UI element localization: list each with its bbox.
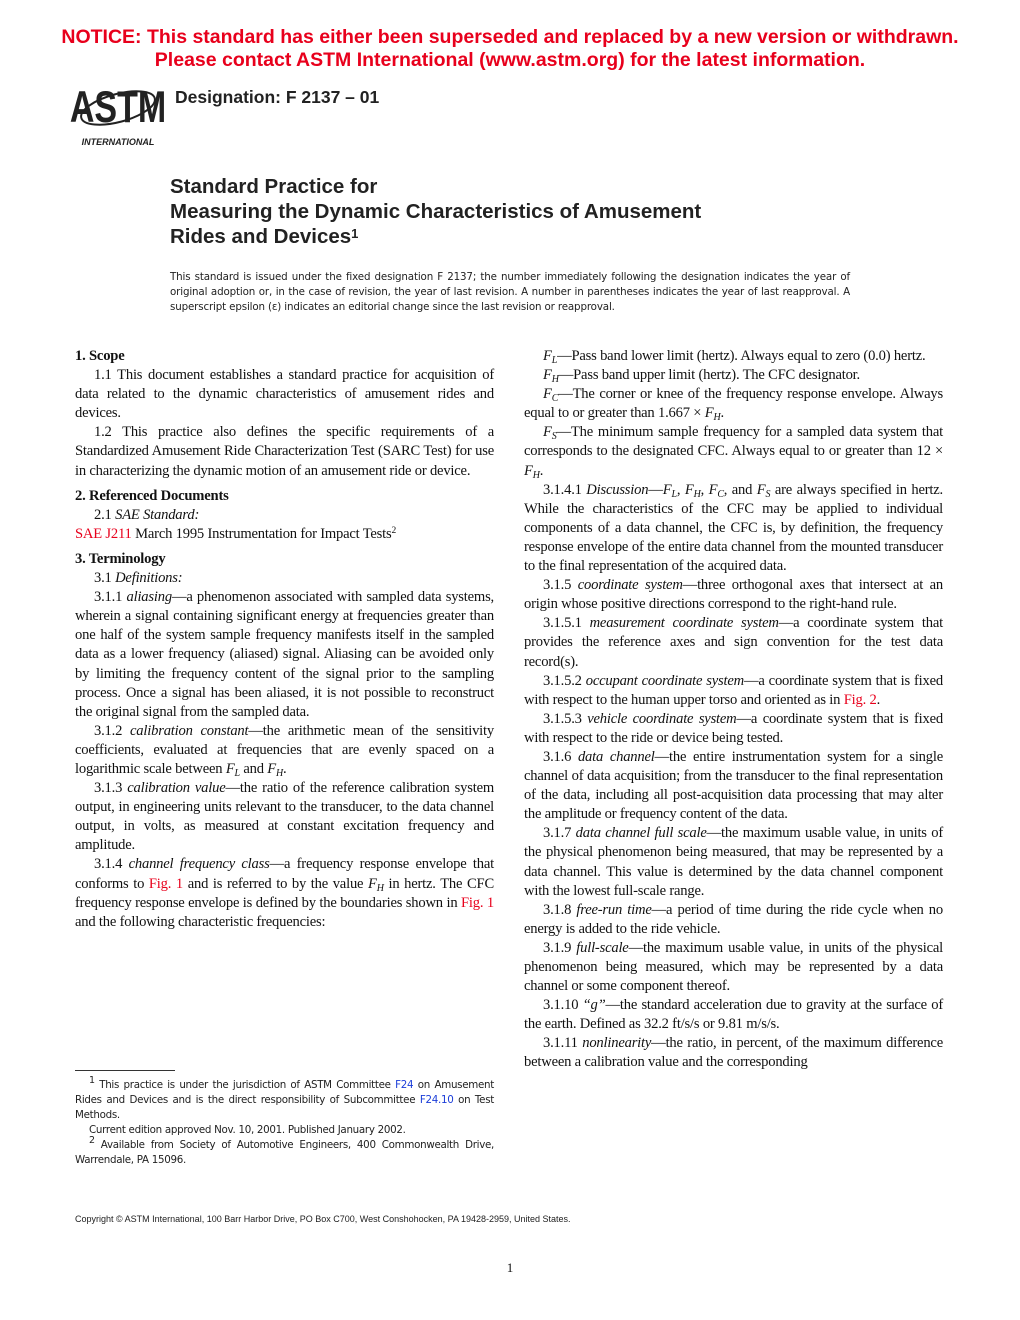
subscript: L	[671, 488, 677, 500]
frequency-symbol	[685, 482, 701, 498]
text: F	[225, 760, 235, 777]
section-heading	[75, 347, 494, 366]
text: F	[543, 424, 552, 441]
section-heading	[75, 487, 494, 506]
text	[543, 825, 576, 841]
term	[129, 856, 270, 872]
paragraph	[524, 423, 943, 480]
text: —Pass band upper limit (hertz). The CFC designator.	[558, 367, 860, 384]
text: channel frequency class	[128, 856, 270, 873]
paragraph	[75, 506, 494, 525]
text	[648, 482, 662, 498]
text: measurement coordinate system	[589, 615, 779, 632]
text: calibration constant	[130, 722, 249, 739]
text	[724, 482, 757, 498]
text: .	[283, 760, 287, 777]
frequency-symbol	[368, 876, 384, 892]
text	[75, 914, 325, 930]
paragraph	[75, 366, 494, 423]
text: 3.1.8	[543, 901, 577, 918]
title-text: Rides and Devices	[170, 225, 352, 248]
text: F	[543, 348, 552, 364]
right-column	[524, 347, 943, 1073]
frequency-symbol	[543, 348, 557, 364]
designation: Designation: F 2137 – 01	[175, 87, 380, 107]
term	[583, 997, 606, 1013]
text: 3.1.5.2	[543, 672, 586, 689]
text	[557, 348, 925, 364]
subscript: H	[551, 374, 559, 386]
frequency-symbol	[543, 367, 559, 386]
figure-link[interactable]	[844, 692, 877, 708]
text: aliasing	[126, 589, 172, 606]
text: March 1995 Instrumentation for Impact Tests	[131, 525, 392, 542]
text	[132, 526, 392, 542]
frequency-symbol	[226, 761, 240, 777]
text	[94, 507, 115, 523]
text: 3. Terminology	[75, 550, 166, 567]
frequency-symbol	[267, 761, 283, 777]
text: and the following characteristic frequencies:	[75, 913, 326, 930]
text: —the entire instrumentation system for a single channel of data acquisition; from the transducer to the final representation of the data, including all post-acquisition data processing that may alter the amplitude or frequency content of the data.	[524, 748, 944, 823]
footnotes	[75, 1075, 495, 1168]
frequency-symbol	[709, 482, 724, 498]
text: 3.1.9	[543, 939, 577, 956]
subscript: H	[713, 412, 721, 424]
footnote-2	[75, 1135, 494, 1168]
svg-text:ASTM: ASTM	[69, 82, 167, 133]
text: 2.1	[94, 506, 116, 523]
term	[586, 673, 744, 689]
text: occupant coordinate system	[585, 672, 745, 689]
text: calibration value	[127, 780, 226, 797]
text: SAE Standard:	[115, 506, 200, 523]
term	[576, 825, 707, 841]
text: F	[368, 875, 377, 892]
edition-note: Current edition approved Nov. 10, 2001. Published January 2002.	[89, 1124, 406, 1136]
subscript: C	[551, 393, 559, 405]
paragraph	[524, 748, 943, 824]
paragraph	[524, 576, 943, 614]
paragraph	[75, 779, 494, 855]
text: vehicle coordinate system	[587, 710, 737, 727]
footnote-text: on Test Methods.	[75, 1094, 494, 1121]
text: F	[662, 481, 672, 498]
frequency-symbol	[757, 482, 771, 498]
text	[543, 482, 586, 498]
text: —the maximum usable value, in units of the physical phenomenon being measured, that may be represented by a data channel. This value is determined by the data channel component with the lowest full-scale range.	[524, 825, 943, 899]
text: F	[543, 386, 552, 403]
page-number: 1	[506, 1260, 514, 1275]
text	[543, 1035, 582, 1051]
text	[543, 577, 578, 593]
footnote-text: Available from Society of Automotive Engineers, 400 Commonwealth Drive, Warrendale, PA 15096.	[75, 1139, 494, 1166]
term	[115, 507, 199, 523]
footnote-text: on Amusement Rides and Devices and is the direct responsibility of Subcommittee	[75, 1079, 495, 1106]
text	[543, 673, 586, 689]
paragraph	[524, 614, 943, 671]
text: F	[524, 462, 533, 479]
svg-text:INTERNATIONAL: INTERNATIONAL	[81, 137, 155, 147]
text: Discussion	[586, 481, 649, 498]
text: 1.1 This document establishes a standard practice for acquisition of data related to the dynamic characteristics of amusement rides and devices.	[75, 367, 494, 422]
text: .	[539, 462, 544, 479]
text: ,	[676, 481, 685, 498]
text: F	[704, 405, 714, 422]
footnote-1	[75, 1075, 495, 1123]
text	[75, 424, 494, 478]
text: F	[684, 481, 694, 498]
committee-link[interactable]: F24	[395, 1079, 414, 1091]
text: 3.1.5.3	[543, 710, 588, 727]
term	[590, 615, 779, 631]
term	[576, 902, 651, 918]
frequency-symbol	[524, 463, 540, 479]
paragraph	[524, 901, 943, 939]
paragraph	[524, 347, 943, 366]
text	[240, 761, 267, 777]
frequency-symbol	[704, 405, 721, 424]
document-title	[170, 174, 701, 249]
text: —a coordinate system that provides the reference axes and sign convention for the test data record(s).	[524, 615, 943, 670]
text	[94, 589, 127, 605]
text: “g”	[582, 997, 606, 1014]
text: —a coordinate system that is fixed with respect to the ride or device being tested.	[524, 710, 943, 746]
left-column	[75, 347, 494, 932]
text	[75, 348, 124, 364]
text: 3.1.6	[543, 748, 578, 765]
text: full-scale	[576, 939, 629, 956]
title-line-1: Standard Practice for	[170, 175, 378, 198]
text: data channel full scale	[575, 825, 707, 842]
text: —the ratio of the reference calibration system output, in engineering units relevant to the transducer, to the data channel output, in volts, as measured at constant excitation frequency and amplitude.	[75, 780, 495, 854]
paragraph	[524, 366, 943, 385]
subscript: H	[532, 469, 540, 481]
text: 3.1.4	[94, 856, 129, 873]
subscript: S	[765, 488, 771, 500]
title-line-3	[170, 224, 701, 249]
figure-link[interactable]	[149, 876, 183, 892]
text: ,	[700, 481, 709, 498]
title-line-2: Measuring the Dynamic Characteristics of Amusement	[170, 200, 702, 223]
text: —the arithmetic mean of the sensitivity coefficients, evaluated at frequencies that are evenly spaced on a logarithmic scale between	[75, 722, 494, 777]
text: —the ratio, in percent, of the maximum difference between a calibration value and the corresponding	[524, 1035, 943, 1071]
term	[586, 482, 648, 498]
text: in hertz. The CFC frequency response envelope is defined by the boundaries shown in	[75, 875, 494, 911]
copyright: Copyright © ASTM International, 100 Barr Harbor Drive, PO Box C700, West Conshohocken, PA 19428-2959, United States.	[75, 1214, 571, 1224]
paragraph	[75, 569, 494, 588]
text: F	[756, 481, 766, 498]
text	[721, 405, 724, 421]
text: , and	[723, 481, 757, 498]
text: 1. Scope	[75, 348, 125, 364]
text: 2	[391, 525, 397, 536]
text: 2. Referenced Documents	[75, 487, 229, 504]
text	[540, 463, 543, 479]
figure-link[interactable]	[461, 895, 494, 911]
text: 3.1.1	[94, 589, 127, 606]
term	[578, 577, 683, 593]
text: free-run time	[576, 901, 652, 918]
withdrawn-notice	[0, 26, 1020, 72]
text	[543, 615, 590, 631]
footnote-ref[interactable]: 1	[351, 226, 359, 241]
paragraph	[524, 385, 943, 423]
text: —	[648, 481, 663, 498]
term	[115, 570, 182, 586]
text: are always specified in hertz. While the characteristics of the CFC may be applied to individual components of a data channel, the CFC is, by definition, the frequency response envelope of the entire data channel from the mounted transducer to the final representation of the acquired data.	[524, 481, 943, 575]
frequency-symbol	[543, 386, 559, 405]
notice-line-1: NOTICE: This standard has either been superseded and replaced by a new version or withdrawn.	[61, 26, 959, 48]
text	[559, 367, 860, 383]
text: —The minimum sample frequency for a sampled data system that corresponds to the designated CFC. Always equal to or greater than 12 ×	[524, 424, 943, 460]
text: F	[267, 760, 276, 777]
text	[543, 902, 576, 918]
figure-link[interactable]	[75, 526, 132, 542]
paragraph	[524, 824, 943, 900]
text: and	[239, 760, 268, 777]
issuance-note: This standard is issued under the fixed designation F 2137; the number immediately following the designation indicates the year of original adoption or, in the case of revision, the year of last revision. A number in parentheses indicates the year of last reapproval. A superscript epsilon (ε) indicates an editorial change since the last revision or reapproval.	[170, 271, 850, 313]
text: —a frequency response envelope that conforms to	[75, 856, 494, 892]
term	[127, 780, 225, 796]
paragraph	[75, 525, 494, 544]
text	[701, 482, 709, 498]
term	[578, 749, 655, 765]
text: 3.1.7	[543, 825, 576, 842]
text: Fig. 1	[461, 894, 494, 911]
text: Fig. 1	[148, 875, 184, 892]
text: —The corner or knee of the frequency response envelope. Always equal to or greater than 1.667 ×	[524, 386, 943, 422]
term	[582, 1035, 651, 1051]
paragraph	[524, 939, 943, 996]
subscript: C	[717, 488, 724, 500]
text: 1.2 This practice also defines the specific requirements of a Standardized Amusement Ride Characterization Test (SARC Test) for use in characterizing the dynamic motion of an amusement ride or device.	[75, 424, 494, 479]
paragraph	[75, 722, 494, 779]
footnote-marker: 2	[89, 1135, 95, 1146]
term	[127, 589, 172, 605]
notice-line-2: Please contact ASTM International (www.astm.org) for the latest information.	[154, 49, 866, 71]
paragraph	[524, 996, 943, 1034]
text	[543, 711, 587, 727]
text: —the standard acceleration due to gravity at the surface of the earth. Defined as 32.2 ft/s/s or 9.81 m/s/s.	[524, 997, 943, 1033]
footnote-marker: 1	[89, 1075, 95, 1086]
text	[543, 997, 583, 1013]
text	[94, 780, 127, 796]
text	[75, 589, 494, 720]
text: 3.1.5	[543, 577, 578, 594]
text: .	[876, 691, 881, 708]
text	[283, 761, 286, 777]
subscript: H	[376, 882, 384, 894]
subscript: L	[234, 767, 240, 779]
subscript: H	[693, 488, 701, 500]
paragraph	[524, 481, 943, 576]
text: F	[543, 367, 552, 384]
text: —a phenomenon associated with sampled data systems, wherein a signal containing significant energy at frequencies greater than one half of the system sample frequency manifests itself in the sampled data as a lower frequency (aliased) signal. Aliasing can be avoided only by limiting the frequency content of the signal prior to the sampling process. Once a signal has been aliased, it is not possible to reconstruct the original signal from the sampled data.	[75, 589, 494, 720]
text: 3.1.3	[94, 780, 128, 797]
text: —three orthogonal axes that intersect at an origin whose positive directions correspond to the right-hand rule.	[524, 577, 944, 613]
text: and is referred to by the value	[183, 875, 369, 892]
text	[94, 570, 115, 586]
text: Fig. 2	[843, 691, 877, 708]
text	[75, 551, 165, 567]
footnote-divider	[75, 1070, 175, 1071]
paragraph	[75, 855, 494, 931]
text	[75, 488, 229, 504]
text: 3.1.2	[94, 722, 131, 739]
astm-logo	[69, 78, 167, 148]
term	[130, 723, 248, 739]
frequency-symbol	[663, 482, 677, 498]
text: 3.1	[94, 570, 116, 587]
paragraph	[524, 1034, 943, 1072]
term	[587, 711, 736, 727]
subscript: S	[551, 431, 557, 443]
text	[94, 856, 129, 872]
text	[543, 940, 576, 956]
subscript: H	[276, 767, 284, 779]
text: nonlinearity	[582, 1035, 652, 1052]
text: —a period of time during the ride cycle when no energy is added to the ride vehicle.	[524, 901, 943, 937]
footnote-text: This practice is under the jurisdiction of ASTM Committee	[94, 1079, 396, 1091]
paragraph	[75, 423, 494, 480]
text: —a coordinate system that is fixed with respect to the human upper torso and oriented as in	[524, 672, 943, 708]
text: data channel	[577, 748, 655, 765]
paragraph	[524, 710, 943, 748]
text: —Pass band lower limit (hertz). Always equal to zero (0.0) hertz.	[557, 348, 926, 364]
text	[677, 482, 685, 498]
text: 3.1.11	[543, 1035, 583, 1052]
text	[524, 424, 943, 459]
subcommittee-link[interactable]: F24.10	[419, 1094, 454, 1106]
text	[543, 749, 578, 765]
text	[75, 367, 494, 421]
text: coordinate system	[577, 577, 683, 594]
section-heading	[75, 550, 494, 569]
text: 3.1.4.1	[543, 481, 587, 498]
text	[183, 876, 368, 892]
text: —the maximum usable value, in units of the physical phenomenon being measured, which may be represented by a data channel or some component thereof.	[524, 939, 944, 995]
subscript: L	[551, 355, 558, 366]
frequency-symbol	[543, 424, 557, 443]
text: .	[720, 405, 724, 422]
paragraph	[524, 672, 943, 710]
text: SAE J211	[75, 525, 132, 542]
paragraph	[75, 588, 494, 722]
text	[94, 723, 130, 739]
text: 3.1.10	[543, 997, 583, 1014]
text: Definitions:	[115, 570, 183, 587]
text: F	[708, 481, 718, 498]
text	[877, 692, 880, 708]
text: 3.1.5.1	[543, 615, 590, 632]
term	[576, 940, 628, 956]
text	[524, 386, 943, 424]
footnote-ref	[392, 526, 397, 536]
